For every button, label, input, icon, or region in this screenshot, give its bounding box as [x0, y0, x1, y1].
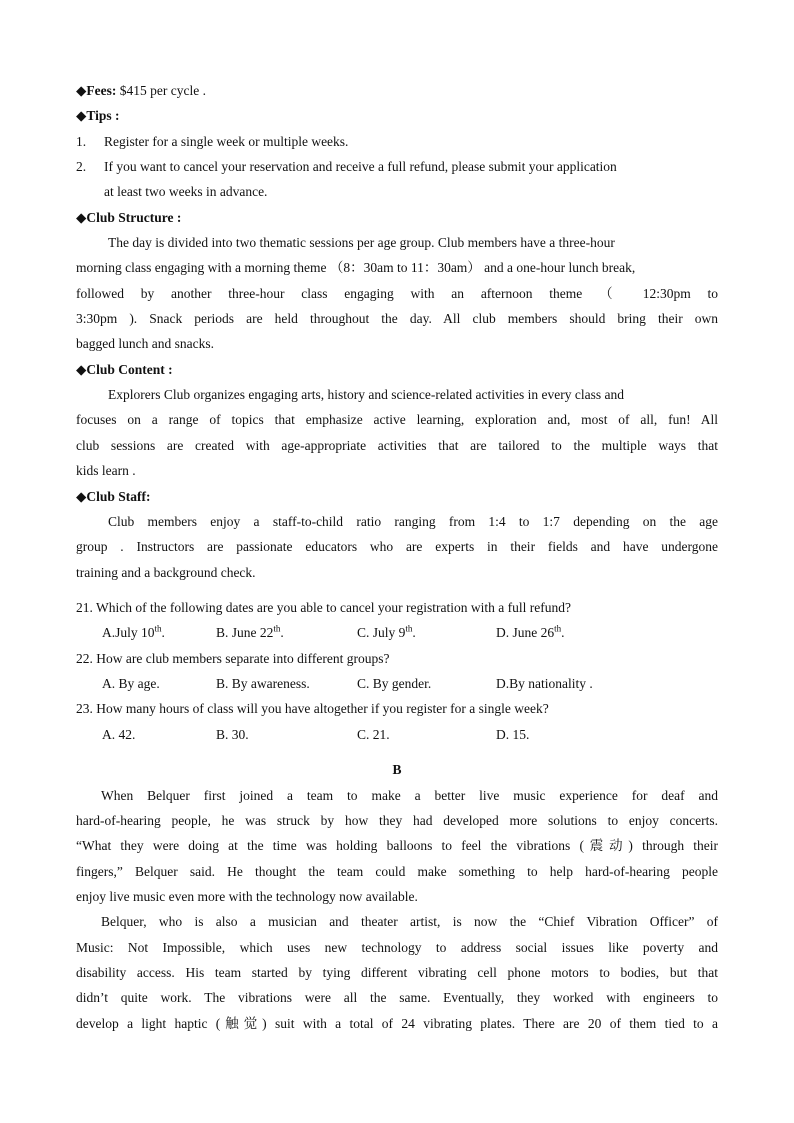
option-a[interactable]: A. 42. — [102, 727, 136, 742]
structure-line-5: bagged lunch and snacks. — [76, 336, 214, 351]
option-a[interactable]: A. By age. — [102, 676, 160, 691]
para1-line-1: When Belquer first joined a team to make a better live music experience for deaf and — [101, 788, 718, 803]
option-b[interactable]: B. June 22th. — [216, 623, 284, 640]
para1-line-2: hard-of-hearing people, he was struck by how they had developed more solutions to enjoy concerts. — [76, 813, 718, 828]
tip-item-2: 2. If you want to cancel your reservation and receive a full refund, please submit your application — [76, 159, 617, 174]
structure-heading: ◆Club Structure : — [76, 210, 182, 225]
fees-value: $415 per cycle . — [119, 83, 206, 98]
staff-line-1: Club members enjoy a staff-to-child ratio ranging from 1:4 to 1:7 depending on the age — [108, 514, 718, 529]
option-b[interactable]: B. 30. — [216, 727, 249, 742]
option-c[interactable]: C. 21. — [357, 727, 390, 742]
option-d[interactable]: D. 15. — [496, 727, 530, 742]
question-22-stem: 22. How are club members separate into different groups? — [76, 651, 390, 666]
content-line-1: Explorers Club organizes engaging arts, history and science-related activities in every class and — [108, 387, 624, 402]
tips-heading: ◆Tips : — [76, 108, 120, 123]
question-23-stem: 23. How many hours of class will you have altogether if you register for a single week? — [76, 701, 549, 716]
content-line-3: club sessions are created with age-appropriate activities that are tailored to the multiple ways that — [76, 438, 718, 453]
para1-line-5: enjoy live music even more with the technology now available. — [76, 889, 418, 904]
fees-label: ◆Fees: — [76, 83, 117, 98]
structure-line-3: followed by another three-hour class engaging with an afternoon theme （ 12:30pm to — [76, 286, 718, 301]
tip-item-2-cont: at least two weeks in advance. — [104, 184, 268, 199]
staff-heading: ◆Club Staff: — [76, 489, 151, 504]
option-c[interactable]: C. By gender. — [357, 676, 432, 691]
tip-item-1: 1. Register for a single week or multiple weeks. — [76, 134, 349, 149]
para1-line-3: “What they were doing at the time was holding balloons to feel the vibrations (震动) through their — [76, 838, 718, 853]
para2-line-2: Music: Not Impossible, which uses new technology to address social issues like poverty and — [76, 940, 718, 955]
option-b[interactable]: B. By awareness. — [216, 676, 310, 691]
structure-line-2: morning class engaging with a morning theme （8：30am to 11：30am） and a one-hour lunch break, — [76, 260, 636, 275]
content-heading: ◆Club Content : — [76, 362, 173, 377]
para2-line-1: Belquer, who is also a musician and theater artist, is now the “Chief Vibration Officer” of — [101, 914, 718, 929]
question-21-stem: 21. Which of the following dates are you able to cancel your registration with a full refund? — [76, 600, 571, 615]
section-b-title: B — [392, 762, 402, 777]
para1-line-4: fingers,” Belquer said. He thought the team could make something to help hard-of-hearing people — [76, 864, 718, 879]
staff-line-2: group . Instructors are passionate educators who are experts in their fields and have undergone — [76, 539, 718, 554]
structure-line-4: 3:30pm ). Snack periods are held throughout the day. All club members should bring their own — [76, 311, 718, 326]
staff-line-3: training and a background check. — [76, 565, 256, 580]
para2-line-3: disability access. His team started by tying different vibrating cell phone motors to bodies, but that — [76, 965, 718, 980]
option-d[interactable]: D.By nationality . — [496, 676, 593, 691]
content-line-2: focuses on a range of topics that emphasize active learning, exploration and, most of all, fun! All — [76, 412, 718, 427]
option-d[interactable]: D. June 26th. — [496, 623, 565, 640]
structure-line-1: The day is divided into two thematic sessions per age group. Club members have a three-hour — [108, 235, 615, 250]
para2-line-5: develop a light haptic (触觉) suit with a total of 24 vibrating plates. There are 20 of them tied to a — [76, 1016, 718, 1031]
option-a[interactable]: A.July 10th. — [102, 623, 165, 640]
content-line-4: kids learn . — [76, 463, 136, 478]
fees-line — [76, 82, 206, 100]
option-c[interactable]: C. July 9th. — [357, 623, 416, 640]
para2-line-4: didn’t quite work. The vibrations were all the same. Eventually, they worked with engineers to — [76, 990, 718, 1005]
